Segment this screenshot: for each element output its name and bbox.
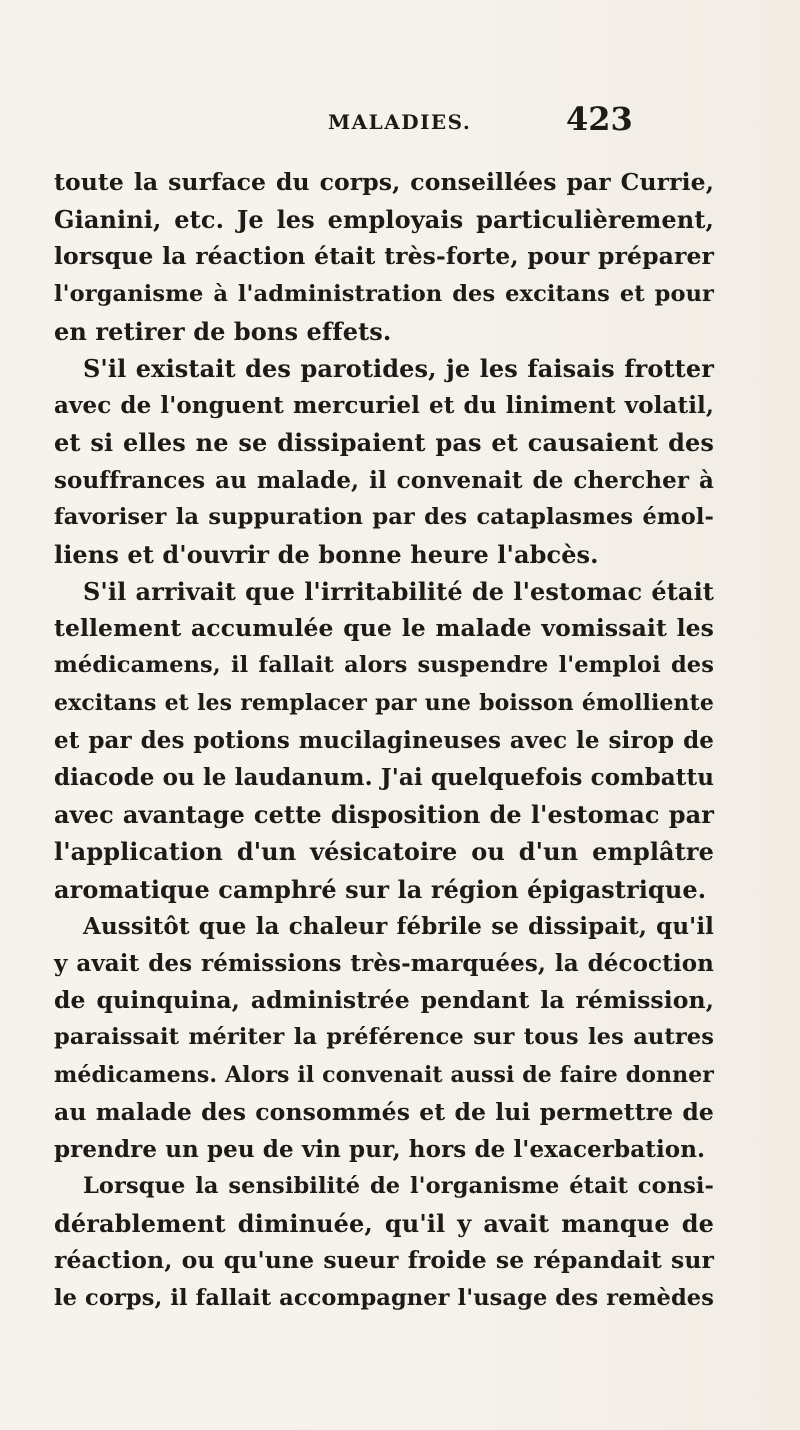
text-line: médicamens. Alors il convenait aussi de faire donner — [54, 1061, 714, 1088]
text-line: liens et d'ouvrir de bonne heure l'abcès. — [54, 539, 599, 569]
text-line: de quinquina, administrée pendant la rémission, — [54, 986, 714, 1015]
text-line: Lorsque la sensibilité de l'organisme était consi- — [83, 1173, 714, 1200]
page-header — [0, 100, 800, 140]
text-line: diacode ou le laudanum. J'ai quelquefois combattu — [54, 764, 715, 791]
text-line: réaction, ou qu'une sueur froide se répandait sur — [54, 1246, 714, 1275]
text-line: paraissait mériter la préférence sur tous les autres — [54, 1024, 714, 1051]
text-line: en retirer de bons effets. — [54, 316, 392, 346]
text-line: au malade des consommés et de lui permettre de — [54, 1097, 714, 1126]
text-line: prendre un peu de vin pur, hors de l'exacerbation. — [54, 1135, 706, 1163]
text-line: médicamens, il fallait alors suspendre l'emploi des — [54, 652, 714, 679]
page-number: 423 — [566, 100, 633, 138]
text-line: avec avantage cette disposition de l'estomac par — [54, 800, 714, 830]
text-line: l'application d'un vésicatoire ou d'un emplâtre — [54, 837, 714, 867]
text-line: y avait des rémissions très-marquées, la décoction — [54, 949, 714, 977]
text-line: avec de l'onguent mercuriel et du liniment volatil, — [54, 392, 714, 420]
text-line: et par des potions mucilagineuses avec le sirop de — [54, 726, 714, 754]
text-line: souffrances au malade, il convenait de chercher à — [54, 466, 714, 494]
text-line: tellement accumulée que le malade vomissait les — [54, 614, 714, 643]
text-line: et si elles ne se dissipaient pas et causaient des — [54, 428, 714, 458]
text-line: l'organisme à l'administration des excitans et pour — [54, 280, 714, 307]
text-line: S'il existait des parotides, je les faisais frotter — [83, 353, 714, 383]
text-line: toute la surface du corps, conseillées par Currie, — [54, 168, 714, 196]
text-line: S'il arrivait que l'irritabilité de l'estomac était — [83, 577, 714, 607]
text-line: favoriser la suppuration par des cataplasmes émol- — [54, 503, 714, 530]
text-line: dérablement diminuée, qu'il y avait manque de — [54, 1209, 714, 1239]
text-line: Gianini, etc. Je les employais particulièrement, — [54, 205, 714, 235]
text-line: le corps, il fallait accompagner l'usage des remèdes — [54, 1284, 714, 1311]
text-line: lorsque la réaction était très-forte, pour préparer — [54, 242, 714, 271]
body-text — [54, 164, 714, 1317]
text-line: Aussitôt que la chaleur fébrile se dissipait, qu'il — [83, 912, 714, 940]
running-head: MALADIES. — [328, 110, 472, 134]
text-line: excitans et les remplacer par une boisson émolliente — [54, 689, 714, 716]
text-line: aromatique camphré sur la région épigastrique. — [54, 874, 707, 904]
